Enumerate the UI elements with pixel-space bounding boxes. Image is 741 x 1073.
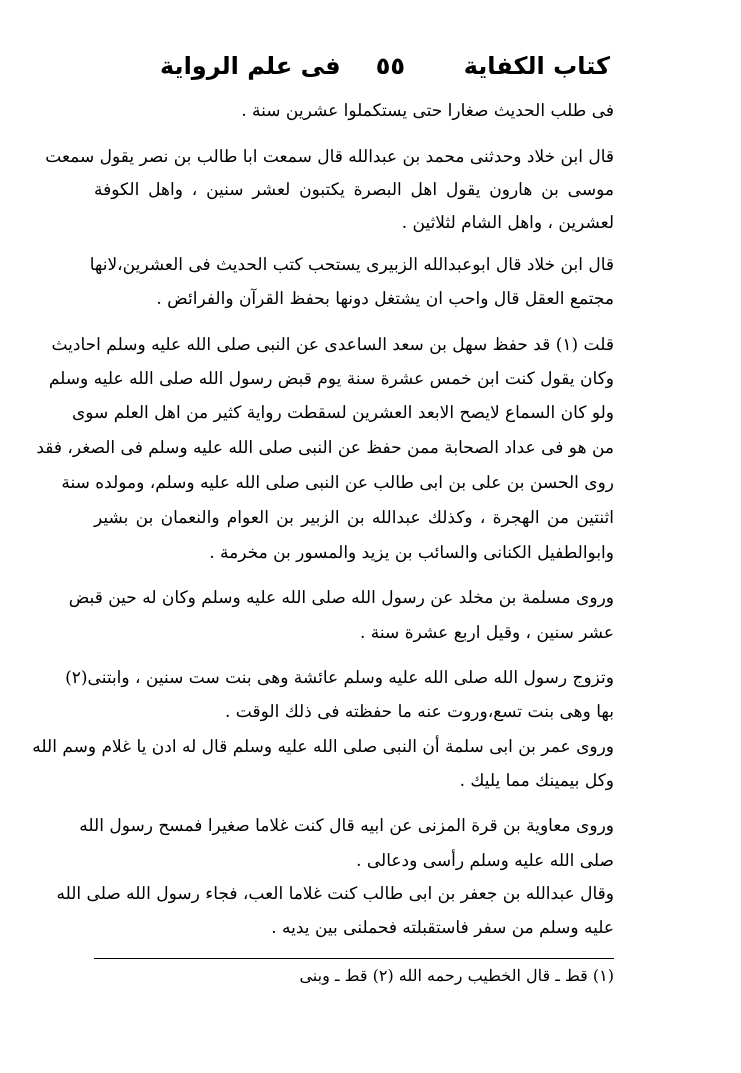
text-line: وروى معاوية بن قرة المزنى عن ابيه قال كنت غلاما صغيرا فمسح رسول الله <box>79 816 614 836</box>
text-line: صلى الله عليه وسلم رأسى ودعالى . <box>356 851 614 871</box>
footnote: (١) قط ـ قال الخطيب رحمه الله (٢) قط ـ وبنى <box>299 966 614 985</box>
text-line: وكل بيمينك مما يليك . <box>459 771 614 791</box>
text-line: اثنتين من الهجرة ، وكذلك عبدالله بن الزبير بن العوام والنعمان بن بشير <box>94 508 614 528</box>
text-line: قلت (١) قد حفظ سهل بن سعد الساعدى عن النبى صلى الله عليه وسلم احاديث <box>51 335 614 355</box>
text-line: وروى مسلمة بن مخلد عن رسول الله صلى الله عليه وسلم وكان له حين قبض <box>68 588 614 608</box>
page-number: ٥٥ <box>375 52 405 80</box>
text-line: وتزوج رسول الله صلى الله عليه وسلم عائشة وهى بنت ست سنين ، وابتنى(٢) <box>65 668 614 688</box>
text-line: بها وهى بنت تسع،وروت عنه ما حفظته فى ذلك الوقت . <box>225 702 614 722</box>
text-line: من هو فى عداد الصحابة ممن حفظ عن النبى صلى الله عليه وسلم فى الصغر، فقد <box>36 438 614 458</box>
footnote-divider <box>94 958 614 959</box>
text-line: قال ابن خلاد وحدثنى محمد بن عبدالله قال سمعت ابا طالب بن نصر يقول سمعت <box>45 147 614 167</box>
text-line: فى طلب الحديث صغارا حتى يستكملوا عشرين سنة . <box>241 101 614 121</box>
text-line: عشر سنين ، وقيل اربع عشرة سنة . <box>360 623 614 643</box>
subject-title: فى علم الرواية <box>160 52 341 80</box>
text-line: قال ابن خلاد قال ابوعبدالله الزبيرى يستحب كتب الحديث فى العشرين،لانها <box>89 255 614 275</box>
text-line: وكان يقول كنت ابن خمس عشرة سنة يوم قبض رسول الله صلى الله عليه وسلم <box>48 369 614 389</box>
text-line: وقال عبدالله بن جعفر بن ابى طالب كنت غلاما العب، فجاء رسول الله صلى الله <box>56 884 614 904</box>
text-line: عليه وسلم من سفر فاستقبلته فحملنى بين يديه . <box>271 918 614 938</box>
text-line: لعشرين ، واهل الشام لثلاثين . <box>401 213 614 233</box>
page-header <box>160 52 610 92</box>
text-line: وابوالطفيل الكنانى والسائب بن يزيد والمسور بن مخرمة . <box>209 543 614 563</box>
text-line: روى الحسن بن على بن ابى طالب عن النبى صلى الله عليه وسلم، ومولده سنة <box>61 473 614 493</box>
text-line: مجتمع العقل قال واحب ان يشتغل دونها بحفظ القرآن والفرائض . <box>156 289 614 309</box>
book-title: كتاب الكفاية <box>463 52 610 80</box>
text-line: ولو كان السماع لايصح الابعد العشرين لسقطت رواية كثير من اهل العلم سوى <box>71 403 614 423</box>
text-line: موسى بن هارون يقول اهل البصرة يكتبون لعشر سنين ، واهل الكوفة <box>94 180 614 200</box>
text-line: وروى عمر بن ابى سلمة أن النبى صلى الله عليه وسلم قال له ادن يا غلام وسم الله <box>32 737 614 757</box>
